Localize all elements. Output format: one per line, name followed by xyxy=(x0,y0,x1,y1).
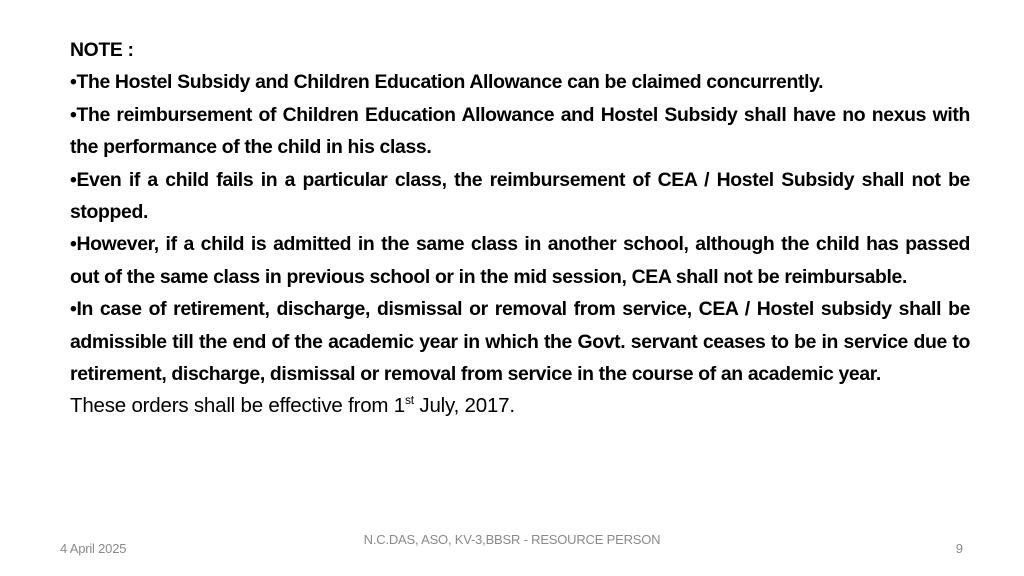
bullet-text: However, if a child is admitted in the same class in another school, although the child has passed out of the same class in previous school or in the mid session, CEA shall not be reimbursable. xyxy=(70,233,970,288)
bullet-item xyxy=(70,228,970,293)
effective-ordinal-suffix: st xyxy=(405,392,414,407)
bullet-text: The Hostel Subsidy and Children Education Allowance can be claimed concurrently. xyxy=(76,71,824,94)
bullet-text: The reimbursement of Children Education Allowance and Hostel Subsidy shall have no nexus with the performance of the child in his class. xyxy=(70,103,970,159)
bullet-icon: • xyxy=(70,168,77,191)
bullet-item xyxy=(70,164,970,229)
effective-date-statement xyxy=(70,390,970,422)
note-heading: NOTE : xyxy=(70,39,134,61)
bullet-icon: • xyxy=(70,71,77,94)
bullet-icon: • xyxy=(70,103,77,126)
footer-author: N.C.DAS, ASO, KV-3,BBSR - RESOURCE PERSON xyxy=(363,532,661,547)
bullet-text: In case of retirement, discharge, dismissal or removal from service, CEA / Hostel subsidy shall be admissible till the end of the academic year in which the Govt. servant ceases to be in service due to retirement, discharge, dismissal or removal from service in the course of an academic year. xyxy=(70,298,970,386)
effective-suffix: July, 2017. xyxy=(413,394,515,418)
bullet-item xyxy=(70,99,970,164)
effective-prefix: These orders shall be effective from 1 xyxy=(70,394,405,418)
page-number: 9 xyxy=(955,541,963,556)
bullet-text: Even if a child fails in a particular class, the reimbursement of CEA / Hostel Subsidy shall not be stopped. xyxy=(70,168,970,224)
bullet-item xyxy=(70,293,970,390)
slide-body xyxy=(70,34,970,423)
bullet-item xyxy=(70,66,970,98)
footer-date: 4 April 2025 xyxy=(60,541,127,556)
bullet-icon: • xyxy=(70,233,77,256)
bullet-icon: • xyxy=(70,298,77,321)
